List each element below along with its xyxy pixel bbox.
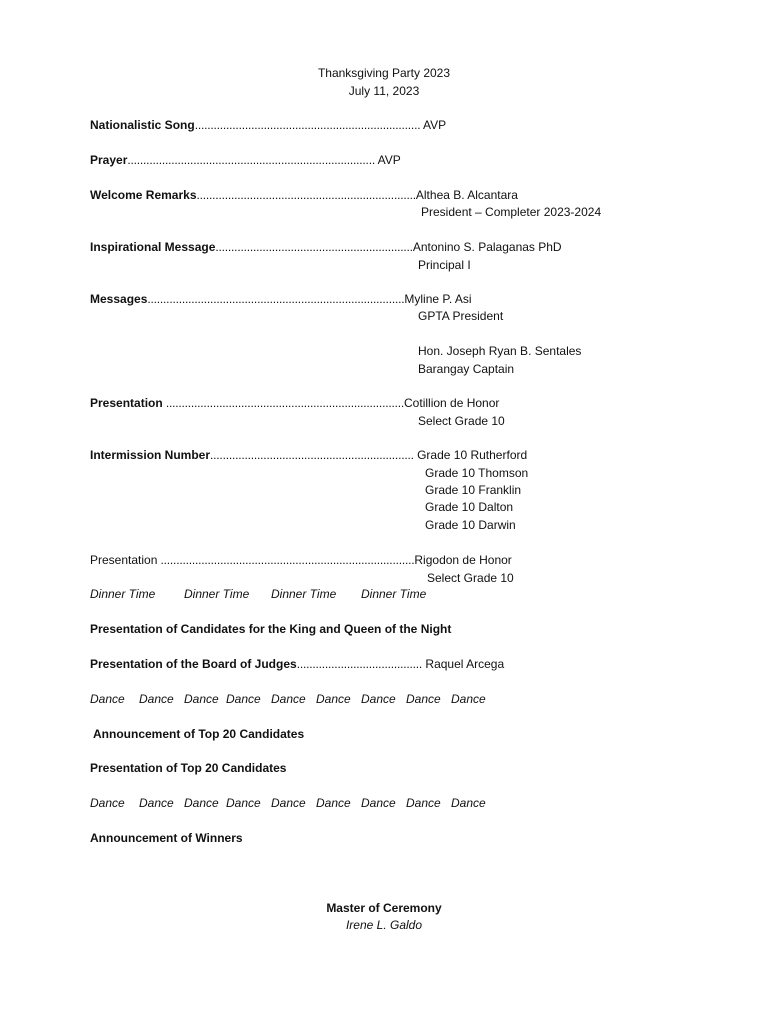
intermission-section: Grade 10 Rutherford — [417, 448, 528, 462]
item-label: Presentation — [90, 553, 158, 567]
dance-label: Dance — [316, 692, 351, 706]
item-subtitle-second: Barangay Captain — [418, 362, 515, 376]
dinner-time-label: Dinner Time — [271, 587, 337, 601]
leader-dots: ...................................................................... — [196, 188, 416, 202]
master-of-ceremony-name: Irene L. Galdo — [345, 918, 423, 932]
program-item-intermission — [90, 447, 527, 463]
dance-label: Dance — [139, 692, 174, 706]
leader-dots: ............................................................................... — [127, 153, 375, 167]
item-subtitle: Principal I — [418, 258, 471, 272]
dance-label: Dance — [271, 796, 306, 810]
program-item-announce-top20: Announcement of Top 20 Candidates — [93, 727, 305, 741]
program-item-presentation-top20: Presentation of Top 20 Candidates — [90, 761, 287, 775]
item-value: Cotillion de Honor — [404, 396, 500, 410]
leader-dots: ............................................................................ — [162, 396, 405, 410]
item-value-second: Hon. Joseph Ryan B. Sentales — [418, 344, 582, 358]
item-value: Raquel Arcega — [422, 657, 505, 671]
item-label: Inspirational Message — [90, 240, 216, 254]
item-value: Althea B. Alcantara — [415, 188, 518, 202]
dance-label: Dance — [361, 796, 396, 810]
program-item-welcome-remarks — [90, 187, 518, 203]
dance-label: Dance — [90, 796, 125, 810]
leader-dots: ................................................................. — [210, 448, 414, 462]
item-subtitle: Select Grade 10 — [418, 414, 505, 428]
dance-label: Dance — [271, 692, 306, 706]
program-item-presentation-rigodon — [90, 552, 512, 568]
item-subtitle: GPTA President — [418, 309, 504, 323]
item-value: Antonino S. Palaganas PhD — [412, 240, 562, 254]
dinner-time-label: Dinner Time — [361, 587, 427, 601]
dance-label: Dance — [361, 692, 396, 706]
dinner-time-label: Dinner Time — [184, 587, 250, 601]
program-item-prayer — [90, 152, 401, 168]
master-of-ceremony-title: Master of Ceremony — [326, 901, 442, 915]
program-item-nationalistic-song — [90, 117, 446, 133]
program-item-presentation-cotillion — [90, 395, 499, 411]
item-label: Intermission Number — [90, 448, 211, 462]
dance-label: Dance — [451, 796, 486, 810]
program-item-board-of-judges — [90, 656, 504, 672]
dance-label: Dance — [184, 796, 219, 810]
item-value: Rigodon de Honor — [414, 553, 512, 567]
leader-dots: ................................................................................. — [157, 553, 415, 567]
dance-label: Dance — [184, 692, 219, 706]
intermission-section: Grade 10 Darwin — [425, 518, 516, 532]
event-title: Thanksgiving Party 2023 — [317, 66, 451, 80]
item-label: Messages — [90, 292, 148, 306]
item-label: Presentation of the Board of Judges — [90, 657, 297, 671]
program-item-messages — [90, 291, 472, 307]
intermission-section: Grade 10 Thomson — [425, 466, 529, 480]
leader-dots: ........................................ — [296, 657, 423, 671]
item-label: Nationalistic Song — [90, 118, 195, 132]
dance-label: Dance — [316, 796, 351, 810]
dance-label: Dance — [406, 796, 441, 810]
item-label: Welcome Remarks — [90, 188, 197, 202]
intermission-section: Grade 10 Dalton — [425, 500, 514, 514]
dance-label: Dance — [90, 692, 125, 706]
dance-label: Dance — [226, 692, 261, 706]
item-subtitle: Select Grade 10 — [427, 571, 514, 585]
item-value: AVP — [374, 153, 401, 167]
dinner-time-label: Dinner Time — [90, 587, 156, 601]
intermission-section: Grade 10 Franklin — [425, 483, 522, 497]
dance-label: Dance — [226, 796, 261, 810]
leader-dots: .................................................................................. — [147, 292, 405, 306]
program-item-announce-winners: Announcement of Winners — [90, 831, 243, 845]
dance-label: Dance — [139, 796, 174, 810]
item-value: AVP — [420, 118, 447, 132]
program-item-candidates: Presentation of Candidates for the King and Queen of the Night — [90, 622, 452, 636]
dance-label: Dance — [406, 692, 441, 706]
item-subtitle: President – Completer 2023-2024 — [421, 205, 602, 219]
leader-dots: ........................................................................ — [194, 118, 421, 132]
program-item-inspirational-message — [90, 239, 562, 255]
dance-label: Dance — [451, 692, 486, 706]
item-label: Prayer — [90, 153, 128, 167]
leader-dots: ............................................................... — [215, 240, 413, 254]
item-value: Myline P. Asi — [404, 292, 472, 306]
event-date: July 11, 2023 — [348, 84, 420, 98]
item-label: Presentation — [90, 396, 163, 410]
